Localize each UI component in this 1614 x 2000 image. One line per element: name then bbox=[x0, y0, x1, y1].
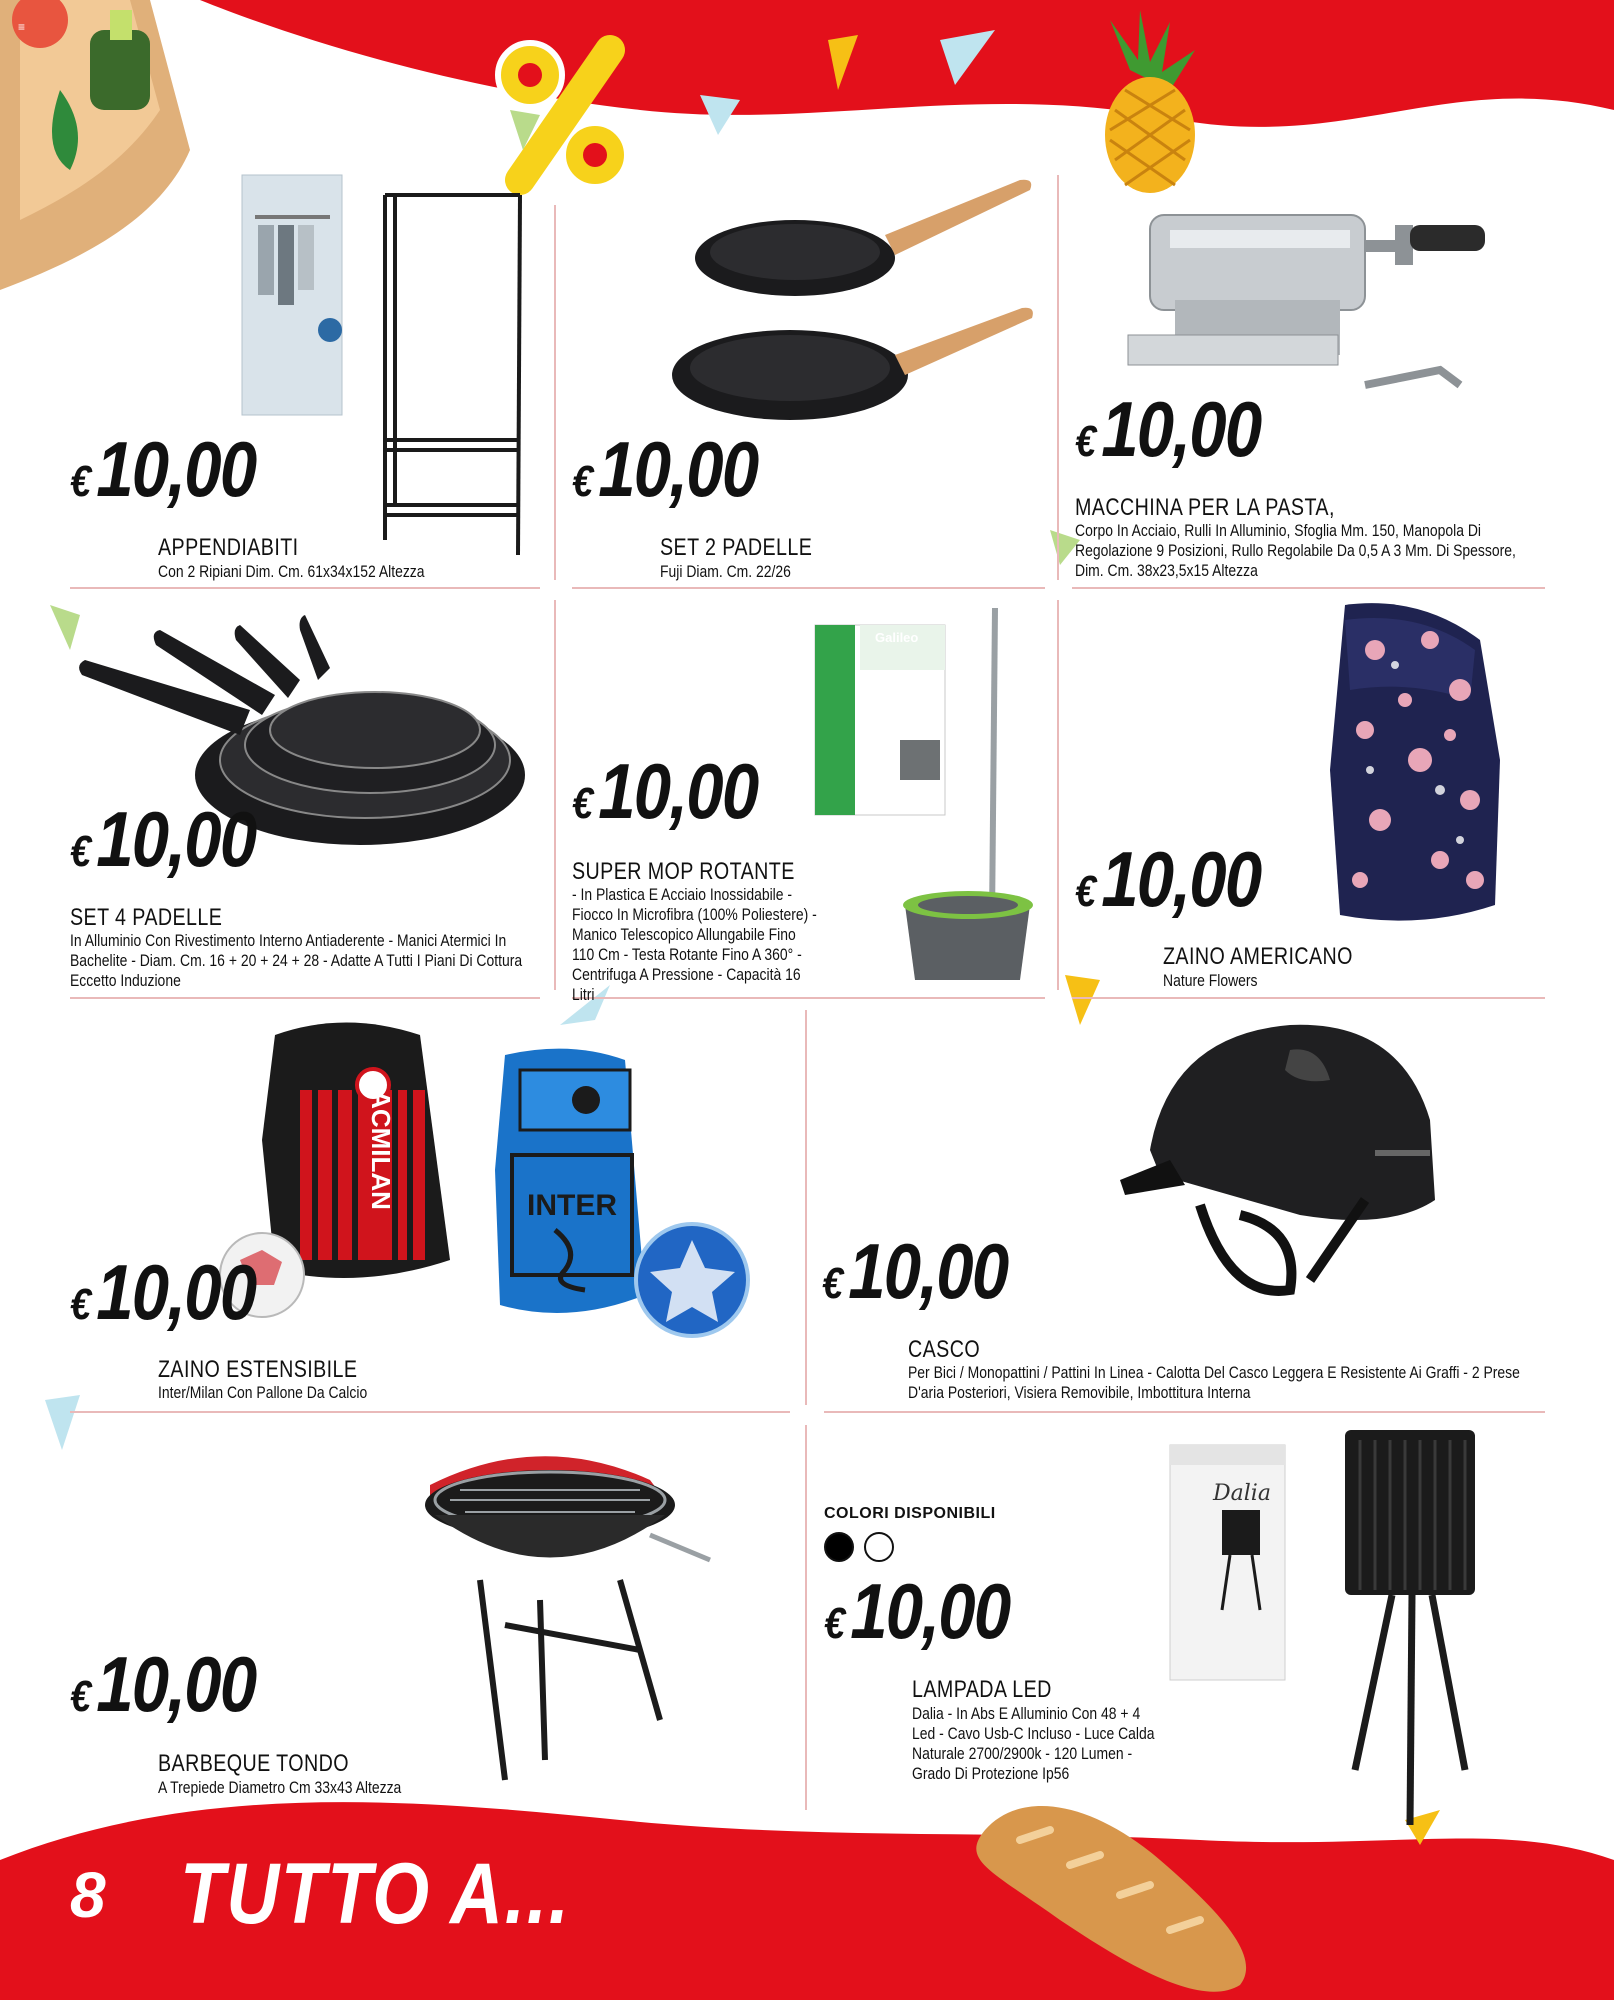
product-title: LAMPADA LED bbox=[912, 1676, 1052, 1703]
product-description: Con 2 Ripiani Dim. Cm. 61x34x152 Altezza bbox=[158, 562, 425, 581]
color-swatch-black[interactable] bbox=[824, 1532, 854, 1562]
product-price: €10,00 bbox=[70, 795, 256, 883]
product-price: €10,00 bbox=[1075, 835, 1261, 923]
product-price: €10,00 bbox=[70, 1640, 256, 1728]
mop-box-label: Galileo bbox=[875, 630, 919, 645]
product-price: €10,00 bbox=[824, 1567, 1010, 1655]
colors-available-label: COLORI DISPONIBILI bbox=[824, 1505, 996, 1522]
product-price: €10,00 bbox=[572, 747, 758, 835]
product-title: SUPER MOP ROTANTE bbox=[572, 858, 795, 885]
lamp-image bbox=[1170, 1430, 1475, 1825]
grocery-bag-icon bbox=[0, 0, 190, 290]
product-title: SET 4 PADELLE bbox=[70, 904, 223, 931]
menu-icon[interactable]: ≡ bbox=[18, 20, 26, 34]
product-title: BARBEQUE TONDO bbox=[158, 1750, 349, 1777]
product-description: Per Bici / Monopattini / Pattini In Linea - Calotta Del Casco Leggera E Resistente Ai Graffi - 2 Prese D'aria Posteriori, Visiera Removibile, Imbottitura Interna bbox=[908, 1363, 1520, 1402]
product-description: Corpo In Acciaio, Rulli In Alluminio, Sfoglia Mm. 150, Manopola Di Regolazione 9 Posizioni, Rullo Regolabile Da 0,5 A 3 Mm. Di Spessore, Dim. Cm. 38x23,5x15 Altezza bbox=[1075, 521, 1516, 580]
product-title: CASCO bbox=[908, 1336, 981, 1363]
product-price: €10,00 bbox=[822, 1227, 1008, 1315]
product-price: €10,00 bbox=[70, 1248, 256, 1336]
product-title: MACCHINA PER LA PASTA, bbox=[1075, 494, 1335, 521]
product-description: Inter/Milan Con Pallone Da Calcio bbox=[158, 1383, 368, 1402]
product-price: €10,00 bbox=[572, 425, 758, 513]
mop-image bbox=[815, 608, 1033, 980]
product-description: Fuji Diam. Cm. 22/26 bbox=[660, 562, 791, 581]
product-description: Dalia - In Abs E Alluminio Con 48 + 4 Led - Cavo Usb-C Incluso - Luce Calda Naturale 2700/2900k - 120 Lumen - Grado Di Protezione Ip56 bbox=[912, 1704, 1155, 1783]
product-description: A Trepiede Diametro Cm 33x43 Altezza bbox=[158, 1778, 402, 1797]
product-price: €10,00 bbox=[1075, 385, 1261, 473]
inter-backpack-image bbox=[495, 1049, 748, 1336]
floral-backpack-image bbox=[1330, 603, 1500, 920]
product-description: In Alluminio Con Rivestimento Interno Antiaderente - Manici Atermici In Bachelite - Diam. Cm. 16 + 20 + 24 + 28 - Adatte A Tutti I Piani Di Cottura Eccetto Induzione bbox=[70, 931, 523, 990]
product-description: Nature Flowers bbox=[1163, 971, 1258, 990]
inter-bag-label: INTER bbox=[527, 1189, 617, 1222]
product-title: SET 2 PADELLE bbox=[660, 534, 813, 561]
product-title: ZAINO AMERICANO bbox=[1163, 943, 1353, 970]
top-red-banner bbox=[0, 0, 1614, 127]
helmet-image bbox=[1120, 1025, 1435, 1291]
product-price: €10,00 bbox=[70, 425, 256, 513]
pasta-machine-image bbox=[1128, 215, 1485, 385]
milan-bag-label: ACMILAN bbox=[366, 1090, 396, 1210]
lamp-box-label: Dalia bbox=[1213, 1481, 1271, 1506]
two-pans-image bbox=[672, 180, 1033, 420]
color-swatch-white[interactable] bbox=[864, 1532, 894, 1562]
footer-banner-title: TUTTO A... bbox=[180, 1846, 571, 1942]
page-number: 8 bbox=[70, 1859, 106, 1931]
clothes-rack-image bbox=[242, 175, 520, 555]
barbecue-image bbox=[425, 1456, 710, 1780]
product-title: APPENDIABITI bbox=[158, 534, 299, 561]
product-title: ZAINO ESTENSIBILE bbox=[158, 1356, 358, 1383]
product-description: - In Plastica E Acciaio Inossidabile - Fiocco In Microfibra (100% Poliestere) - Manico Telescopico Allungabile Fino 110 Cm - Testa Rotante Fino A 360° - Centrifuga A Pressione - Capacità 16 Litri bbox=[572, 885, 817, 1004]
